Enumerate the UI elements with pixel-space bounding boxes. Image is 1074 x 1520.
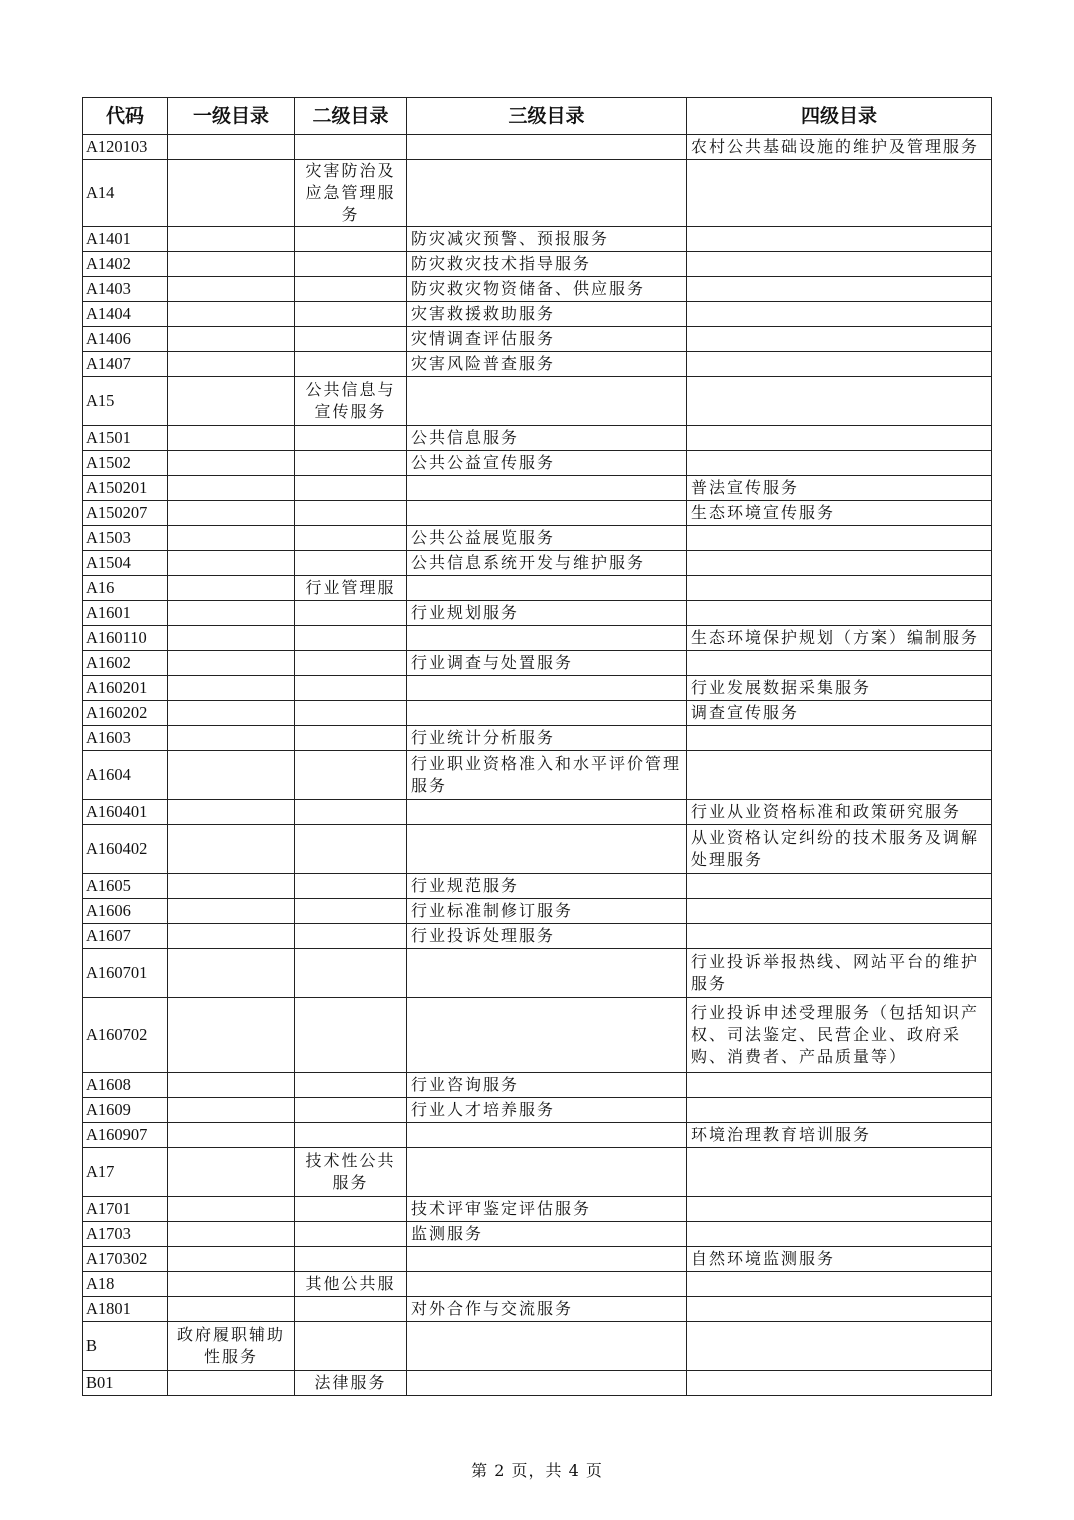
cell-level2 [295, 135, 407, 160]
cell-level1 [168, 277, 295, 302]
cell-level1 [168, 751, 295, 800]
cell-level3 [407, 1322, 687, 1371]
cell-level4 [687, 377, 992, 426]
table-row [83, 252, 992, 277]
cell-code: A1501 [83, 426, 168, 451]
cell-level3 [407, 1123, 687, 1148]
cell-code: A16 [83, 576, 168, 601]
table-row [83, 998, 992, 1073]
cell-code: A1406 [83, 327, 168, 352]
cell-level2 [295, 227, 407, 252]
cell-code: A170302 [83, 1247, 168, 1272]
cell-code: A1407 [83, 352, 168, 377]
cell-level4 [687, 302, 992, 327]
cell-level2 [295, 899, 407, 924]
cell-code: A1604 [83, 751, 168, 800]
cell-level4 [687, 1148, 992, 1197]
cell-level1 [168, 701, 295, 726]
table-row [83, 135, 992, 160]
cell-level3: 行业咨询服务 [407, 1073, 687, 1098]
cell-level3 [407, 676, 687, 701]
table-row [83, 227, 992, 252]
table-row [83, 1197, 992, 1222]
cell-code: A1608 [83, 1073, 168, 1098]
cell-level4: 行业投诉举报热线、网站平台的维护服务 [687, 949, 992, 998]
table-header [83, 98, 992, 135]
cell-level4 [687, 277, 992, 302]
cell-level3: 行业投诉处理服务 [407, 924, 687, 949]
cell-code: A17 [83, 1148, 168, 1197]
table-row [83, 1148, 992, 1197]
cell-level2: 行业管理服 [295, 576, 407, 601]
table-row [83, 924, 992, 949]
cell-code: A160402 [83, 825, 168, 874]
cell-code: A160202 [83, 701, 168, 726]
cell-level3 [407, 576, 687, 601]
cell-code: A160110 [83, 626, 168, 651]
cell-code: A1801 [83, 1297, 168, 1322]
cell-level1 [168, 924, 295, 949]
cell-level4 [687, 751, 992, 800]
cell-level1 [168, 252, 295, 277]
table-row [83, 551, 992, 576]
cell-level2 [295, 476, 407, 501]
cell-level1 [168, 1123, 295, 1148]
table-body [83, 135, 992, 1396]
cell-code: A1605 [83, 874, 168, 899]
cell-level2 [295, 874, 407, 899]
cell-level4 [687, 899, 992, 924]
header-level1: 一级目录 [168, 98, 295, 135]
cell-level2 [295, 252, 407, 277]
cell-level2 [295, 1098, 407, 1123]
cell-level3: 行业规划服务 [407, 601, 687, 626]
cell-level4: 农村公共基础设施的维护及管理服务 [687, 135, 992, 160]
cell-code: A160701 [83, 949, 168, 998]
cell-level2 [295, 352, 407, 377]
cell-level3: 灾情调查评估服务 [407, 327, 687, 352]
cell-level3: 防灾救灾技术指导服务 [407, 252, 687, 277]
cell-level3 [407, 501, 687, 526]
cell-level4 [687, 426, 992, 451]
cell-level3: 行业人才培养服务 [407, 1098, 687, 1123]
page-footer: 第 2 页，共 4 页 [471, 1461, 603, 1480]
cell-level3: 行业职业资格准入和水平评价管理服务 [407, 751, 687, 800]
table-row [83, 160, 992, 227]
cell-level1 [168, 227, 295, 252]
cell-level3 [407, 1371, 687, 1396]
cell-level4 [687, 726, 992, 751]
cell-code: A120103 [83, 135, 168, 160]
table-row [83, 800, 992, 825]
cell-level1 [168, 302, 295, 327]
table-row [83, 501, 992, 526]
cell-level1 [168, 352, 295, 377]
cell-code: A1504 [83, 551, 168, 576]
cell-level1 [168, 676, 295, 701]
header-level4: 四级目录 [687, 98, 992, 135]
cell-level4 [687, 1371, 992, 1396]
cell-code: A160907 [83, 1123, 168, 1148]
cell-level4 [687, 551, 992, 576]
cell-code: A1603 [83, 726, 168, 751]
table-row [83, 701, 992, 726]
cell-level2 [295, 426, 407, 451]
cell-level1 [168, 651, 295, 676]
cell-level4 [687, 601, 992, 626]
cell-level3 [407, 160, 687, 227]
cell-level3 [407, 135, 687, 160]
table-row [83, 576, 992, 601]
cell-level4: 自然环境监测服务 [687, 1247, 992, 1272]
cell-code: A160201 [83, 676, 168, 701]
cell-level4 [687, 352, 992, 377]
cell-level3 [407, 377, 687, 426]
cell-level1 [168, 526, 295, 551]
cell-level3 [407, 1247, 687, 1272]
cell-level3: 防灾救灾物资储备、供应服务 [407, 277, 687, 302]
table-row [83, 626, 992, 651]
cell-level4 [687, 1073, 992, 1098]
cell-level1 [168, 501, 295, 526]
cell-code: A1703 [83, 1222, 168, 1247]
table-row [83, 1322, 992, 1371]
table-row [83, 651, 992, 676]
cell-code: A1602 [83, 651, 168, 676]
cell-level1 [168, 576, 295, 601]
table-row [83, 526, 992, 551]
cell-level1: 政府履职辅助性服务 [168, 1322, 295, 1371]
cell-level1 [168, 476, 295, 501]
cell-level3 [407, 800, 687, 825]
catalog-table [82, 97, 992, 1396]
cell-level3: 灾害救援救助服务 [407, 302, 687, 327]
cell-level3: 公共信息系统开发与维护服务 [407, 551, 687, 576]
table-row [83, 1073, 992, 1098]
cell-level2 [295, 701, 407, 726]
cell-level4: 生态环境保护规划（方案）编制服务 [687, 626, 992, 651]
cell-level2 [295, 1123, 407, 1148]
cell-level2: 灾害防治及应急管理服务 [295, 160, 407, 227]
cell-code: A1502 [83, 451, 168, 476]
cell-code: B01 [83, 1371, 168, 1396]
cell-level2: 技术性公共服务 [295, 1148, 407, 1197]
cell-level1 [168, 551, 295, 576]
cell-code: A150207 [83, 501, 168, 526]
cell-level4: 行业从业资格标准和政策研究服务 [687, 800, 992, 825]
cell-level4 [687, 1322, 992, 1371]
cell-code: A160401 [83, 800, 168, 825]
cell-level4: 从业资格认定纠纷的技术服务及调解处理服务 [687, 825, 992, 874]
cell-level3: 灾害风险普查服务 [407, 352, 687, 377]
cell-code: A1503 [83, 526, 168, 551]
cell-level3: 行业标准制修订服务 [407, 899, 687, 924]
cell-level2 [295, 1073, 407, 1098]
table-row [83, 302, 992, 327]
cell-level1 [168, 601, 295, 626]
cell-level3: 公共信息服务 [407, 426, 687, 451]
cell-level1 [168, 426, 295, 451]
cell-level2 [295, 949, 407, 998]
cell-level2 [295, 501, 407, 526]
cell-level3 [407, 998, 687, 1073]
cell-code: A1402 [83, 252, 168, 277]
cell-code: B [83, 1322, 168, 1371]
table-row [83, 899, 992, 924]
cell-level2 [295, 924, 407, 949]
table-row [83, 1222, 992, 1247]
cell-level2 [295, 277, 407, 302]
cell-level2 [295, 998, 407, 1073]
cell-level3: 公共公益宣传服务 [407, 451, 687, 476]
cell-level4 [687, 1297, 992, 1322]
table-row [83, 676, 992, 701]
header-level3: 三级目录 [407, 98, 687, 135]
cell-code: A1609 [83, 1098, 168, 1123]
cell-level1 [168, 1098, 295, 1123]
cell-level1 [168, 899, 295, 924]
cell-level4 [687, 1197, 992, 1222]
cell-code: A1601 [83, 601, 168, 626]
cell-level1 [168, 160, 295, 227]
cell-code: A150201 [83, 476, 168, 501]
cell-level4 [687, 526, 992, 551]
cell-level4: 生态环境宣传服务 [687, 501, 992, 526]
cell-code: A160702 [83, 998, 168, 1073]
table-row [83, 426, 992, 451]
cell-level4 [687, 576, 992, 601]
cell-level3 [407, 825, 687, 874]
cell-code: A1606 [83, 899, 168, 924]
cell-code: A14 [83, 160, 168, 227]
table-row [83, 949, 992, 998]
table-row [83, 377, 992, 426]
cell-code: A18 [83, 1272, 168, 1297]
cell-level3 [407, 476, 687, 501]
cell-level3: 行业调查与处置服务 [407, 651, 687, 676]
cell-level4 [687, 451, 992, 476]
cell-level1 [168, 1222, 295, 1247]
cell-level4 [687, 651, 992, 676]
table-row [83, 1371, 992, 1396]
cell-level3: 行业规范服务 [407, 874, 687, 899]
cell-level1 [168, 377, 295, 426]
cell-level4 [687, 327, 992, 352]
cell-level2 [295, 825, 407, 874]
cell-level2 [295, 302, 407, 327]
cell-level1 [168, 626, 295, 651]
cell-level1 [168, 135, 295, 160]
cell-level4: 普法宣传服务 [687, 476, 992, 501]
cell-level3: 行业统计分析服务 [407, 726, 687, 751]
cell-level4 [687, 924, 992, 949]
cell-level3: 公共公益展览服务 [407, 526, 687, 551]
cell-level1 [168, 1272, 295, 1297]
cell-level3: 技术评审鉴定评估服务 [407, 1197, 687, 1222]
cell-level1 [168, 949, 295, 998]
table-row [83, 1098, 992, 1123]
table-row [83, 277, 992, 302]
cell-code: A15 [83, 377, 168, 426]
cell-level4 [687, 227, 992, 252]
cell-level1 [168, 451, 295, 476]
cell-level3 [407, 1148, 687, 1197]
table-row [83, 327, 992, 352]
cell-level2 [295, 1247, 407, 1272]
cell-level4: 环境治理教育培训服务 [687, 1123, 992, 1148]
cell-code: A1404 [83, 302, 168, 327]
cell-level2 [295, 327, 407, 352]
cell-level2 [295, 451, 407, 476]
cell-level1 [168, 327, 295, 352]
cell-code: A1701 [83, 1197, 168, 1222]
cell-level2 [295, 651, 407, 676]
cell-level1 [168, 1247, 295, 1272]
cell-level4 [687, 1098, 992, 1123]
cell-level2 [295, 626, 407, 651]
cell-level4 [687, 1222, 992, 1247]
cell-level4: 行业发展数据采集服务 [687, 676, 992, 701]
table-row [83, 1247, 992, 1272]
cell-level4: 调查宣传服务 [687, 701, 992, 726]
table-row [83, 825, 992, 874]
cell-level4 [687, 874, 992, 899]
table-row [83, 751, 992, 800]
cell-level2: 其他公共服 [295, 1272, 407, 1297]
cell-level1 [168, 1297, 295, 1322]
table-row [83, 476, 992, 501]
table-row [83, 726, 992, 751]
cell-level3 [407, 1272, 687, 1297]
cell-level4 [687, 160, 992, 227]
header-code: 代码 [83, 98, 168, 135]
cell-level2 [295, 800, 407, 825]
cell-level3: 监测服务 [407, 1222, 687, 1247]
table-row [83, 1297, 992, 1322]
cell-level1 [168, 1197, 295, 1222]
cell-level2 [295, 726, 407, 751]
cell-level2: 公共信息与宣传服务 [295, 377, 407, 426]
cell-level2 [295, 526, 407, 551]
cell-level2 [295, 1322, 407, 1371]
header-level2: 二级目录 [295, 98, 407, 135]
cell-level1 [168, 874, 295, 899]
table-row [83, 451, 992, 476]
table-row [83, 352, 992, 377]
cell-code: A1607 [83, 924, 168, 949]
cell-level2 [295, 551, 407, 576]
cell-level2: 法律服务 [295, 1371, 407, 1396]
cell-level3: 对外合作与交流服务 [407, 1297, 687, 1322]
cell-level2 [295, 1297, 407, 1322]
cell-level1 [168, 1371, 295, 1396]
table-row [83, 1272, 992, 1297]
cell-level3 [407, 626, 687, 651]
cell-level3: 防灾减灾预警、预报服务 [407, 227, 687, 252]
cell-level1 [168, 998, 295, 1073]
cell-level1 [168, 1148, 295, 1197]
cell-code: A1401 [83, 227, 168, 252]
cell-level4 [687, 252, 992, 277]
cell-level1 [168, 825, 295, 874]
cell-level2 [295, 1222, 407, 1247]
cell-level3 [407, 949, 687, 998]
table-row [83, 874, 992, 899]
cell-level4 [687, 1272, 992, 1297]
cell-level4: 行业投诉申述受理服务（包括知识产权、司法鉴定、民营企业、政府采购、消费者、产品质量等） [687, 998, 992, 1073]
cell-level2 [295, 676, 407, 701]
cell-level3 [407, 701, 687, 726]
cell-level2 [295, 601, 407, 626]
cell-level2 [295, 751, 407, 800]
cell-level2 [295, 1197, 407, 1222]
cell-code: A1403 [83, 277, 168, 302]
cell-level1 [168, 726, 295, 751]
table-row [83, 601, 992, 626]
cell-level1 [168, 1073, 295, 1098]
cell-level1 [168, 800, 295, 825]
table-row [83, 1123, 992, 1148]
